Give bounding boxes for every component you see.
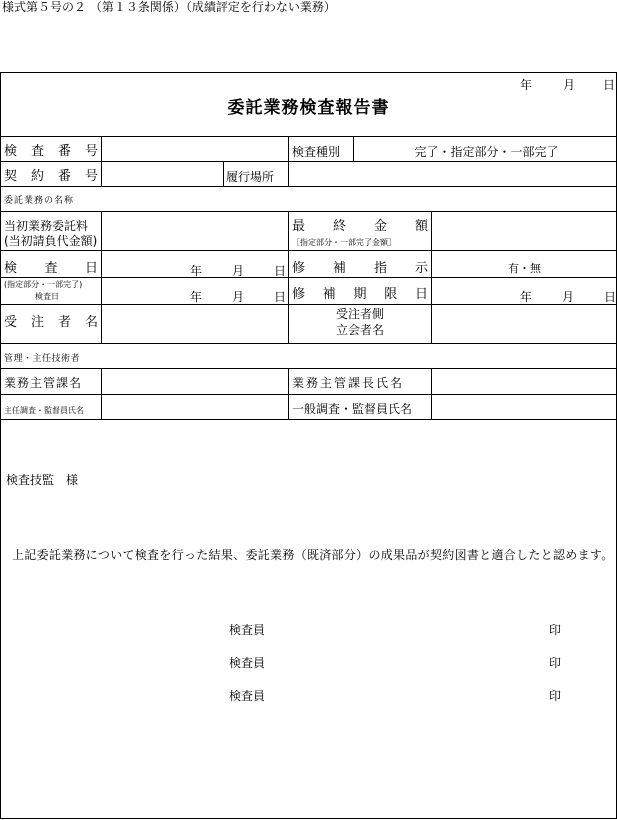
partial-date-year: 年	[190, 290, 203, 304]
partial-inspection-label-2: 検査日	[35, 292, 59, 301]
dept-chief-label: 業務主管課長氏名	[292, 376, 405, 390]
contractor-label: 受 注 者 名	[4, 315, 98, 330]
inspection-date-month: 月	[231, 264, 244, 278]
final-amount-sub: ［指定部分・一部完了金額］	[292, 238, 396, 247]
dept-name-label: 業務主管課名	[4, 376, 83, 390]
final-amount-label: 最 終 金 額	[292, 219, 428, 234]
contractor-side-label-2: 立会者名	[335, 323, 384, 337]
inspector-label-1: 検査員	[229, 623, 266, 637]
inspector-label-2: 検査員	[229, 656, 266, 670]
seal-mark-2: 印	[549, 656, 562, 670]
frame-bottom	[0, 818, 617, 819]
chief-inspector-label: 主任調査・監督員氏名	[4, 406, 84, 415]
inspection-date-label: 検 査 日	[4, 261, 98, 276]
seal-mark-3: 印	[549, 689, 562, 703]
date-year: 年	[520, 78, 533, 92]
contractor-side-label-1: 受注者側	[335, 307, 384, 321]
deadline-year: 年	[520, 290, 533, 304]
repair-instruction-label: 修 補 指 示	[292, 261, 428, 276]
frame-left	[0, 72, 1, 819]
page-title: 委託業務検査報告書	[227, 98, 390, 118]
initial-fee-label-2: (当初請負代金額)	[4, 234, 98, 248]
partial-inspection-date-fields	[190, 288, 286, 305]
seal-mark-1: 印	[549, 623, 562, 637]
statement-text: 上記委託業務について検査を行った結果、委託業務（既済部分）の成果品が契約図書と適合したと認めます。	[12, 548, 614, 562]
partial-date-month: 月	[231, 290, 244, 304]
work-name-label: 委託業務の名称	[4, 196, 75, 206]
partial-inspection-label-1: (指定部分・一部完了)	[4, 280, 83, 289]
inspector-label-3: 検査員	[229, 689, 266, 703]
date-month: 月	[563, 78, 576, 92]
form-number-note: 様式第５号の２ （第１３条関係）（成績評定を行わない業務）	[2, 0, 336, 14]
initial-fee-label-1: 当初業務委託料	[4, 219, 89, 233]
repair-deadline-fields	[520, 288, 616, 305]
addressee: 検査技監 様	[6, 473, 79, 487]
inspection-no-label: 検 査 番 号	[4, 144, 98, 159]
inspection-type-value: 完了・指定部分・一部完了	[414, 145, 559, 159]
manager-label: 管理・主任技術者	[4, 354, 81, 364]
repair-instruction-value: 有・無	[508, 262, 541, 275]
deadline-month: 月	[561, 290, 574, 304]
deadline-day: 日	[603, 290, 616, 304]
date-day: 日	[603, 78, 616, 92]
inspection-date-year: 年	[190, 264, 203, 278]
location-label: 履行場所	[226, 170, 275, 184]
contract-no-label: 契 約 番 号	[4, 169, 98, 184]
inspection-type-label: 検査種別	[292, 145, 341, 159]
inspection-date-day: 日	[273, 264, 286, 278]
repair-deadline-label: 修 補 期 限 日	[292, 287, 428, 302]
frame-top	[0, 72, 617, 73]
partial-date-day: 日	[273, 290, 286, 304]
general-inspector-label: 一般調査・監督員氏名	[292, 402, 413, 416]
inspection-date-fields	[190, 262, 286, 279]
